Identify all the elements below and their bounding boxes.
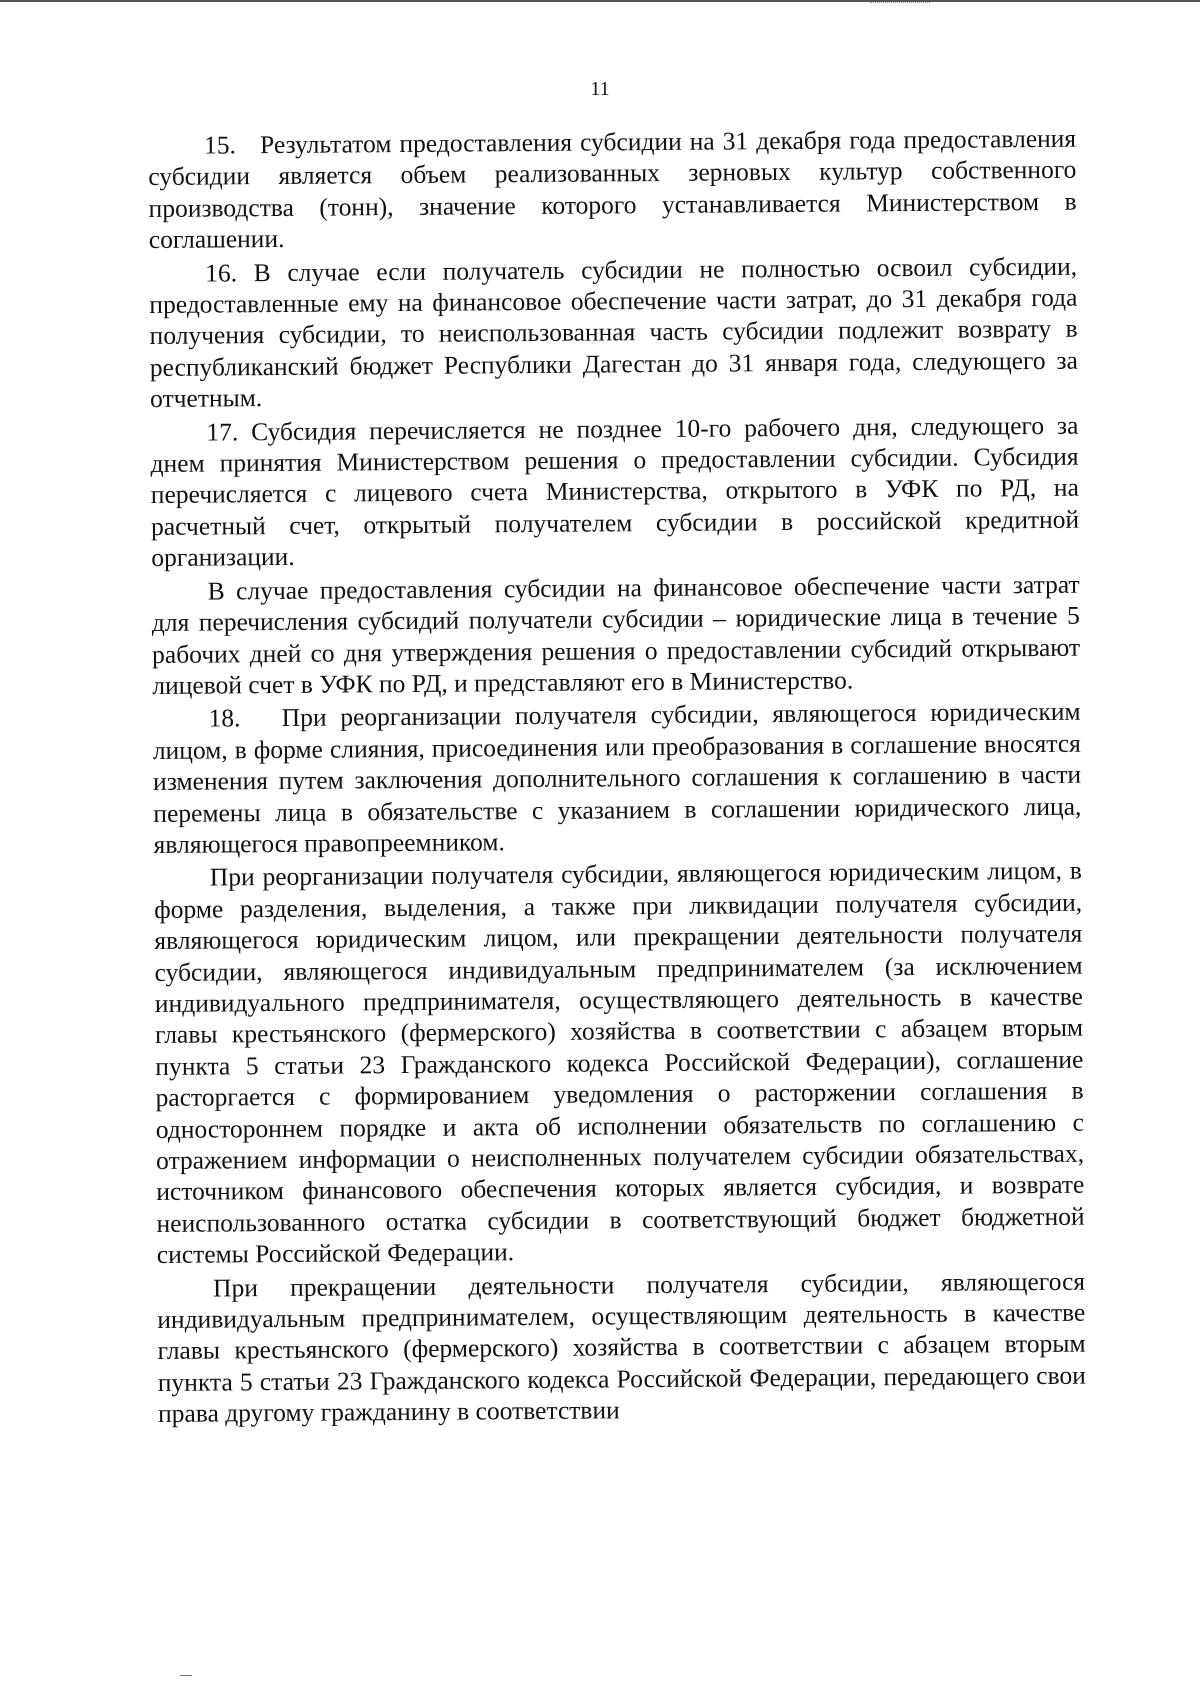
paragraph-17-continued: В случае предоставления субсидии на финансовое обеспечение части затрат для перечисления субсидий получатели субсидии – юридические лица в течение 5 рабочих дней со дня утверждения решения о предоставлении субсидий открывают лицевой счет в УФК по РД, и представляют его в Министерство. (151, 569, 1081, 700)
document-body (148, 123, 1086, 1432)
paragraph-16: 16. В случае если получатель субсидии не полностью освоил субсидии, предоставленные ему на финансовое обеспечение части затрат, до 31 декабря года получения субсидии, то неиспользованная часть субсидии подлежит возврату в республиканский бюджет Республики Дагестан до 31 января года, следующего за отчетным. (149, 251, 1078, 414)
paragraph-18: 18. При реорганизации получателя субсидии, являющегося юридическим лицом, в форме слияния, присоединения или преобразования в соглашение вносятся изменения путем заключения дополнительного соглашения к соглашению в части перемены лица в обязательстве с указанием в соглашении юридического лица, являющегося правопреемником. (152, 697, 1082, 859)
scan-top-edge (0, 0, 1200, 2)
scan-bottom-mark (180, 1675, 192, 1676)
paragraph-17: 17. Субсидия перечисляется не позднее 10-го рабочего дня, следующего за днем принятия Министерством решения о предоставлении субсидии. Субсидия перечисляется с лицевого счета Министерства, открытого в УФК по РД, на расчетный счет, открытый получателем субсидии в российской кредитной организации. (150, 410, 1080, 573)
paragraph-15: 15. Результатом предоставления субсидии на 31 декабря года предоставления субсидии является объем реализованных зерновых культур собственного производства (тонн), значение которого устанавливается Министерством в соглашении. (148, 123, 1077, 255)
page-number: 11 (590, 78, 610, 100)
paragraph-18-reorganization: При реорганизации получателя субсидии, являющегося юридическим лицом, в форме разделения, выделения, а также при ликвидации получателя субсидии, являющегося юридическим лицом, или прекращении деятельности получателя субсидии, являющегося индивидуальным предпринимателем (за исключением индивидуального предпринимателя, осуществляющего деятельность в качестве главы крестьянского (фермерского) хозяйства в соответствии с абзацем вторым пункта 5 статьи 23 Гражданского кодекса Российской Федерации), соглашение расторгается с формированием уведомления о расторжении соглашения в одностороннем порядке и акта об исполнении обязательств по соглашению с отражением информации о неисполненных получателем субсидии обязательствах, источником финансового обеспечения которых является субсидия, и возврате неиспользованного остатка субсидии в соответствующий бюджет бюджетной системы Российской Федерации. (154, 856, 1085, 1270)
scan-top-mark (870, 2, 930, 4)
paragraph-18-termination: При прекращении деятельности получателя субсидии, являющегося индивидуальным предпринимателем, осуществляющим деятельность в качестве главы крестьянского (фермерского) хозяйства в соответствии с абзацем вторым пункта 5 статьи 23 Гражданского кодекса Российской Федерации, передающего свои права другому гражданину в соответствии (157, 1266, 1086, 1429)
